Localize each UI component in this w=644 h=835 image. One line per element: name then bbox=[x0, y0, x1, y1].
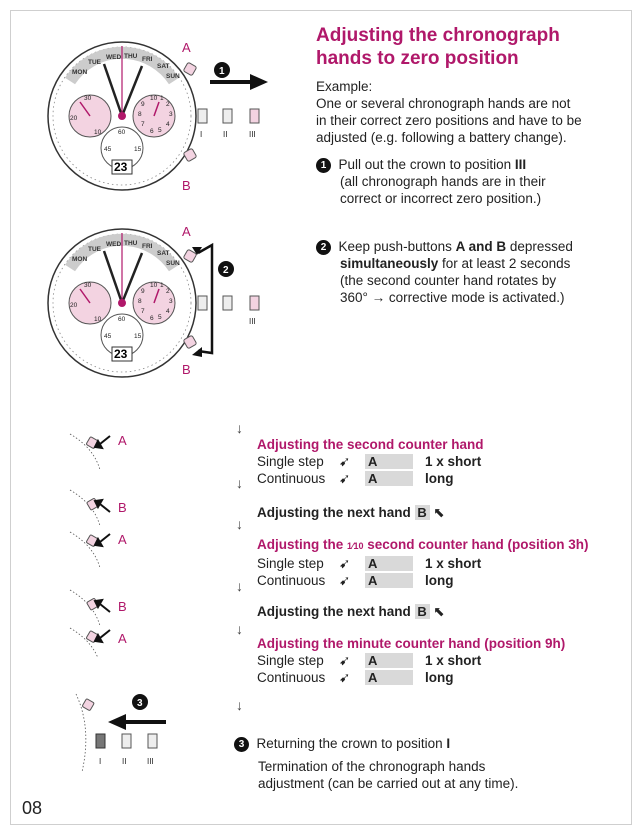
svg-text:II: II bbox=[122, 757, 127, 766]
svg-text:10: 10 bbox=[150, 282, 158, 289]
svg-text:5: 5 bbox=[158, 127, 162, 134]
day-label: SUN bbox=[166, 73, 180, 80]
svg-text:3: 3 bbox=[169, 298, 173, 305]
svg-text:6: 6 bbox=[150, 315, 154, 322]
svg-text:III: III bbox=[249, 317, 256, 326]
svg-text:60: 60 bbox=[118, 129, 126, 136]
svg-text:20: 20 bbox=[70, 115, 78, 122]
svg-text:7: 7 bbox=[141, 121, 145, 128]
step-number-badge: 1 bbox=[316, 158, 331, 173]
key-a: A bbox=[365, 556, 413, 571]
pusher-a-label: A bbox=[182, 224, 191, 239]
svg-text:15: 15 bbox=[134, 146, 142, 153]
key-a: A bbox=[365, 670, 413, 685]
press-arrow-icon: ➹ bbox=[339, 556, 351, 571]
watch-diagram-crown-out bbox=[42, 36, 312, 196]
day-label: THU bbox=[124, 53, 138, 60]
svg-text:4: 4 bbox=[166, 308, 170, 315]
day-label: SAT bbox=[157, 63, 170, 70]
svg-text:WED: WED bbox=[106, 241, 122, 248]
side-label-b: B bbox=[118, 500, 127, 515]
svg-text:3: 3 bbox=[137, 698, 143, 709]
next-hand-step: Adjusting the next hand B ⬉ bbox=[257, 505, 445, 520]
press-arrow-icon: ➹ bbox=[339, 653, 351, 668]
pusher-b-label: B bbox=[182, 362, 191, 377]
key-b: B bbox=[415, 505, 430, 520]
side-label-a: A bbox=[118, 433, 127, 448]
page-title: Adjusting the chronograph hands to zero position bbox=[316, 25, 560, 69]
section-second-counter: Adjusting the second counter hand Single step ➹ A 1 x short Continuous ➹ A long bbox=[257, 437, 484, 486]
key-b: B bbox=[415, 604, 430, 619]
svg-text:3: 3 bbox=[169, 111, 173, 118]
step-number-badge: 3 bbox=[234, 737, 249, 752]
svg-text:1: 1 bbox=[219, 66, 225, 77]
svg-text:15: 15 bbox=[134, 333, 142, 340]
svg-text:1: 1 bbox=[160, 282, 164, 289]
svg-text:20: 20 bbox=[70, 302, 78, 309]
svg-text:MON: MON bbox=[72, 256, 88, 263]
page-number: 08 bbox=[22, 798, 43, 818]
svg-text:TUE: TUE bbox=[88, 246, 101, 253]
intro-text: Example: One or several chronograph hands are not in their correct zero positions and have to be adjusted (e.g. following a battery change). bbox=[316, 79, 582, 145]
pusher-a-label: A bbox=[182, 40, 191, 55]
step-3: 3 Returning the crown to position I Termination of the chronograph hands adjustment (can be carried out at any time). bbox=[234, 735, 624, 792]
svg-text:45: 45 bbox=[104, 146, 112, 153]
press-arrow-icon: ➹ bbox=[339, 471, 351, 486]
step-number-badge: 2 bbox=[316, 240, 331, 255]
crown-return-diagram bbox=[70, 688, 180, 778]
svg-text:10: 10 bbox=[150, 95, 158, 102]
date-window: 23 bbox=[114, 160, 128, 174]
svg-text:1: 1 bbox=[160, 95, 164, 102]
down-arrow-icon: ↓ bbox=[236, 516, 243, 532]
svg-text:30: 30 bbox=[84, 282, 92, 289]
svg-text:30: 30 bbox=[84, 95, 92, 102]
press-arrow-icon: ⬉ bbox=[433, 604, 445, 619]
svg-text:6: 6 bbox=[150, 128, 154, 135]
step-1: 1 Pull out the crown to position III (all chronograph hands are in their correct or incorrect zero position.) bbox=[316, 156, 626, 207]
day-label: MON bbox=[72, 69, 88, 76]
down-arrow-icon: ↓ bbox=[236, 621, 243, 637]
svg-text:SUN: SUN bbox=[166, 260, 180, 267]
svg-text:10: 10 bbox=[94, 316, 102, 323]
pusher-b-label: B bbox=[182, 178, 191, 193]
svg-text:2: 2 bbox=[166, 288, 170, 295]
day-label: WED bbox=[106, 54, 122, 61]
svg-text:5: 5 bbox=[158, 314, 162, 321]
svg-text:I: I bbox=[99, 757, 102, 766]
section-minute-counter: Adjusting the minute counter hand (position 9h) Single step ➹ A 1 x short Continuous ➹ A long bbox=[257, 636, 566, 685]
side-label-a: A bbox=[118, 532, 127, 547]
svg-text:10: 10 bbox=[94, 129, 102, 136]
key-a: A bbox=[365, 471, 413, 486]
svg-text:9: 9 bbox=[141, 101, 145, 108]
press-arrow-icon: ⬉ bbox=[433, 505, 445, 520]
svg-text:II: II bbox=[223, 130, 228, 139]
svg-text:I: I bbox=[200, 130, 203, 139]
day-label: TUE bbox=[88, 59, 101, 66]
svg-text:8: 8 bbox=[138, 111, 142, 118]
svg-text:4: 4 bbox=[166, 121, 170, 128]
svg-text:60: 60 bbox=[118, 316, 126, 323]
next-hand-step: Adjusting the next hand B ⬉ bbox=[257, 604, 445, 619]
press-arrow-icon: ➹ bbox=[339, 670, 351, 685]
key-a: A bbox=[365, 573, 413, 588]
svg-text:2: 2 bbox=[223, 265, 229, 276]
section-tenth-second-counter: Adjusting the 1⁄10 second counter hand (position 3h) Single step ➹ A 1 x short Continuous ➹ A long bbox=[257, 537, 589, 588]
svg-text:7: 7 bbox=[141, 308, 145, 315]
side-label-a: A bbox=[118, 631, 127, 646]
svg-text:23: 23 bbox=[114, 347, 128, 361]
day-label: FRI bbox=[142, 56, 153, 63]
svg-text:8: 8 bbox=[138, 298, 142, 305]
press-arrow-icon: ➹ bbox=[339, 454, 351, 469]
svg-text:III: III bbox=[249, 130, 256, 139]
side-label-b: B bbox=[118, 599, 127, 614]
down-arrow-icon: ↓ bbox=[236, 697, 243, 713]
svg-text:2: 2 bbox=[166, 101, 170, 108]
press-arrow-icon: ➹ bbox=[339, 573, 351, 588]
svg-text:III: III bbox=[147, 757, 154, 766]
svg-text:SAT: SAT bbox=[157, 250, 170, 257]
svg-text:9: 9 bbox=[141, 288, 145, 295]
down-arrow-icon: ↓ bbox=[236, 578, 243, 594]
svg-text:FRI: FRI bbox=[142, 243, 153, 250]
step-2: 2 Keep push-buttons A and B depressed simultaneously for at least 2 seconds (the second counter hand rotates by 360° → corrective mode is activated.) bbox=[316, 238, 626, 306]
svg-text:45: 45 bbox=[104, 333, 112, 340]
key-a: A bbox=[365, 454, 413, 469]
down-arrow-icon: ↓ bbox=[236, 475, 243, 491]
svg-text:THU: THU bbox=[124, 240, 138, 247]
key-a: A bbox=[365, 653, 413, 668]
watch-diagram-pushers bbox=[42, 223, 312, 383]
down-arrow-icon: ↓ bbox=[236, 420, 243, 436]
